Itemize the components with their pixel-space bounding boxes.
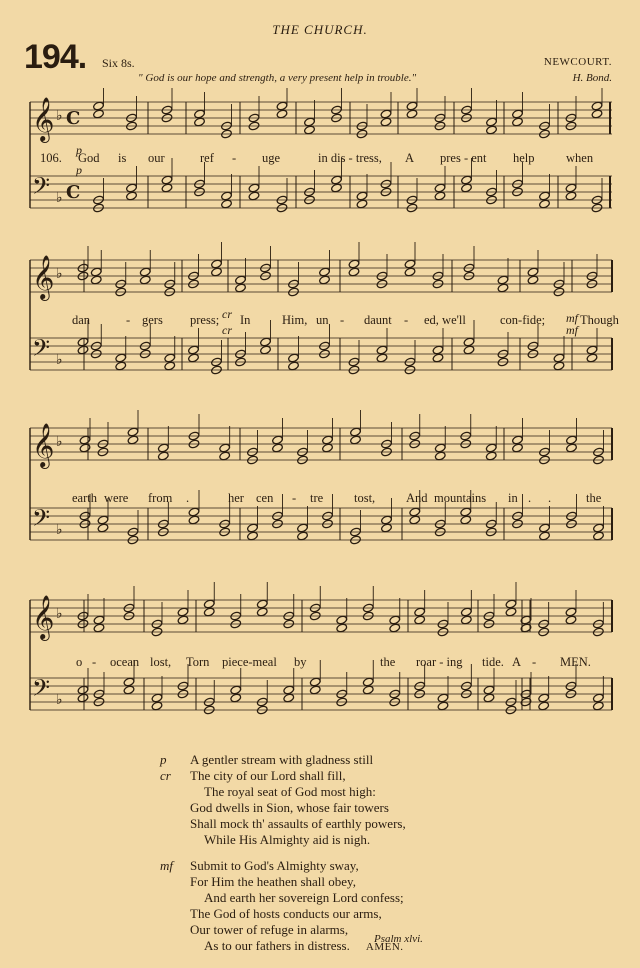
lyric-syllable: in <box>508 491 518 505</box>
note-head <box>309 685 321 695</box>
bass-clef: 𝄢 <box>32 504 51 537</box>
verse-line <box>164 906 406 922</box>
note-head <box>336 623 348 633</box>
note-head <box>586 345 598 355</box>
flat-sign: ♭ <box>56 522 63 538</box>
lyric-syllable: . <box>528 491 532 505</box>
verse-line-text: Submit to God's Almighty sway, <box>190 858 359 873</box>
note-head <box>127 427 139 437</box>
note-head <box>123 677 135 687</box>
lyric-syllable: daunt <box>364 313 392 327</box>
note-head <box>553 353 565 363</box>
note-head <box>389 623 401 633</box>
note-head <box>539 523 551 533</box>
verse-line-text: And earth her sovereign Lord confess; <box>204 890 404 905</box>
note-head <box>404 267 416 277</box>
note-head <box>592 701 604 711</box>
note-head <box>380 117 392 127</box>
common-time: C <box>66 182 81 203</box>
note-head <box>356 191 368 201</box>
note-head <box>77 337 89 347</box>
note-head <box>497 275 509 285</box>
dynamic-mark: p <box>76 163 82 177</box>
note-head <box>512 109 524 119</box>
verse-line-text: A gentler stream with gladness still <box>190 752 374 767</box>
note-head <box>539 531 551 541</box>
note-head <box>188 507 200 517</box>
note-head <box>336 615 348 625</box>
note-head <box>276 109 288 119</box>
note-head <box>505 607 517 617</box>
note-head <box>437 701 449 711</box>
lyric-syllable: ed, we'll <box>424 313 466 327</box>
lyric-syllable: gers <box>142 313 163 327</box>
note-head <box>527 267 539 277</box>
note-head <box>460 507 472 517</box>
note-head <box>235 275 247 285</box>
note-head <box>434 183 446 193</box>
note-head <box>538 701 550 711</box>
note-head <box>586 353 598 363</box>
note-head <box>288 361 300 371</box>
note-head <box>297 531 309 541</box>
verse-line <box>164 938 406 955</box>
note-head <box>203 607 215 617</box>
note-head <box>565 191 577 201</box>
lyric-syllable: uge <box>262 151 281 165</box>
common-time: C <box>66 108 81 129</box>
note-head <box>404 259 416 269</box>
note-head <box>161 183 173 193</box>
lyric-syllable: And <box>406 491 428 505</box>
note-head <box>139 267 151 277</box>
note-head <box>331 183 343 193</box>
verse-line-text: For Him the heathen shall obey, <box>190 874 356 889</box>
lyric-syllable: - <box>292 491 297 505</box>
note-head <box>97 515 109 525</box>
note-head <box>194 117 206 127</box>
lyric-syllable: Though <box>580 313 619 327</box>
note-head <box>319 275 331 285</box>
lyric-syllable: God <box>78 151 100 165</box>
note-head <box>409 515 421 525</box>
note-head <box>97 523 109 533</box>
lyric-syllable: . <box>186 491 190 505</box>
lyric-syllable: - <box>92 655 97 669</box>
note-head <box>164 361 176 371</box>
lyric-syllable: o <box>76 655 83 669</box>
note-head <box>177 615 189 625</box>
lyric-syllable: pres - ent <box>440 151 487 165</box>
note-head <box>460 615 472 625</box>
lyric-syllable: ref <box>200 151 214 165</box>
note-head <box>434 191 446 201</box>
note-head <box>79 435 91 445</box>
note-head <box>414 607 426 617</box>
dynamic-mark: cr <box>222 323 232 337</box>
note-head <box>432 353 444 363</box>
lyric-syllable: - <box>340 313 345 327</box>
note-head <box>188 345 200 355</box>
note-head <box>221 199 233 209</box>
note-head <box>304 125 316 135</box>
note-head <box>434 443 446 453</box>
lyric-syllable: A <box>512 655 522 669</box>
lyric-syllable: cen <box>256 491 274 505</box>
note-head <box>276 101 288 111</box>
note-head <box>93 623 105 633</box>
tune-name: NEWCOURT. <box>543 56 612 68</box>
note-head <box>115 361 127 371</box>
note-head <box>461 175 473 185</box>
lyric-syllable: dan <box>72 313 91 327</box>
note-head <box>260 337 272 347</box>
note-head <box>164 353 176 363</box>
note-head <box>461 183 473 193</box>
note-head <box>157 443 169 453</box>
note-head <box>553 361 565 371</box>
note-head <box>260 345 272 355</box>
note-head <box>221 191 233 201</box>
note-head <box>593 523 605 533</box>
note-head <box>512 443 524 453</box>
lyric-syllable: in dis - tress, <box>318 151 382 165</box>
note-head <box>322 435 334 445</box>
verse-line <box>160 858 406 874</box>
amen: AMEN. <box>365 941 404 953</box>
flat-sign: ♭ <box>56 606 63 622</box>
note-head <box>566 443 578 453</box>
lyric-syllable: mountains <box>434 491 487 505</box>
lyric-syllable: tost, <box>354 491 376 505</box>
note-head <box>126 191 138 201</box>
lyric-syllable: - <box>404 313 409 327</box>
note-head <box>497 283 509 293</box>
note-head <box>437 693 449 703</box>
lyric-syllable: earth <box>72 491 97 505</box>
note-head <box>157 451 169 461</box>
flat-sign: ♭ <box>56 352 63 368</box>
note-head <box>350 427 362 437</box>
music-score <box>0 88 640 748</box>
note-head <box>139 275 151 285</box>
lyric-syllable: piece-meal <box>222 655 277 669</box>
bass-clef: 𝄢 <box>32 674 51 707</box>
note-head <box>272 435 284 445</box>
dynamic-mark: mf <box>566 323 578 337</box>
note-head <box>409 507 421 517</box>
verse-line-text: Our tower of refuge in alarms, <box>190 922 349 937</box>
lyric-syllable: press; <box>190 313 220 327</box>
note-head <box>304 117 316 127</box>
note-head <box>460 607 472 617</box>
verse-line <box>164 922 406 938</box>
note-head <box>591 109 603 119</box>
note-head <box>592 693 604 703</box>
verse-text <box>160 752 406 955</box>
note-head <box>432 345 444 355</box>
dynamic-mark: mf <box>566 311 578 325</box>
note-head <box>219 443 231 453</box>
flat-sign: ♭ <box>56 434 63 450</box>
dynamic-mark: p <box>160 752 167 767</box>
lyric-syllable: - <box>126 313 131 327</box>
note-head <box>565 183 577 193</box>
note-head <box>319 267 331 277</box>
note-head <box>376 353 388 363</box>
note-head <box>485 451 497 461</box>
note-head <box>93 109 105 119</box>
verse-line-text: Shall mock th' assaults of earthly powers, <box>190 816 406 831</box>
treble-clef: 𝄞 <box>32 595 55 639</box>
attribution: Psalm xlvi. <box>374 933 423 945</box>
note-head <box>414 615 426 625</box>
note-head <box>248 191 260 201</box>
lyric-syllable: Torn <box>186 655 210 669</box>
lyric-syllable: the <box>586 491 602 505</box>
lyric-syllable: from <box>148 491 173 505</box>
note-head <box>211 267 223 277</box>
lyric-syllable: In <box>240 313 251 327</box>
lyric-syllable: con-fide; <box>500 313 546 327</box>
lyric-syllable: - <box>232 151 237 165</box>
note-head <box>539 199 551 209</box>
verse-line <box>164 874 406 890</box>
note-head <box>434 451 446 461</box>
note-head <box>565 615 577 625</box>
note-head <box>463 337 475 347</box>
note-head <box>93 101 105 111</box>
lyric-syllable: . <box>548 491 552 505</box>
note-head <box>348 267 360 277</box>
note-head <box>362 677 374 687</box>
note-head <box>406 101 418 111</box>
note-head <box>527 275 539 285</box>
lyric-syllable: is <box>118 151 127 165</box>
lyric-syllable: the <box>380 655 396 669</box>
bass-clef: 𝄢 <box>32 172 51 205</box>
verse-line <box>164 832 406 848</box>
note-head <box>256 607 268 617</box>
note-head <box>406 109 418 119</box>
epigraph: " God is our hope and strength, a very present help in trouble." <box>138 72 417 84</box>
system-2 <box>30 242 620 375</box>
lyric-syllable: our <box>148 151 165 165</box>
note-head <box>483 685 495 695</box>
note-head <box>203 599 215 609</box>
lyric-syllable: A <box>405 151 415 165</box>
note-head <box>591 101 603 111</box>
flat-sign: ♭ <box>56 266 63 282</box>
lyric-syllable: were <box>104 491 129 505</box>
note-head <box>463 345 475 355</box>
lyric-syllable: help <box>513 151 535 165</box>
note-head <box>188 353 200 363</box>
note-head <box>93 615 105 625</box>
system-3 <box>30 410 612 545</box>
meter: Six 8s. <box>102 56 135 70</box>
note-head <box>538 693 550 703</box>
lyric-syllable: tide. <box>482 655 504 669</box>
verse-line <box>164 816 406 832</box>
note-head <box>380 109 392 119</box>
bass-clef: 𝄢 <box>32 334 51 367</box>
lyric-syllable: ocean <box>110 655 140 669</box>
note-head <box>512 117 524 127</box>
note-head <box>283 693 295 703</box>
note-head <box>297 523 309 533</box>
note-head <box>512 435 524 445</box>
system-1 <box>30 88 612 213</box>
note-head <box>283 685 295 695</box>
lyric-syllable: MEN. <box>560 655 591 669</box>
note-head <box>248 183 260 193</box>
note-head <box>90 275 102 285</box>
lyric-syllable: tre <box>310 491 324 505</box>
running-head: THE CHURCH. <box>272 22 368 37</box>
lyric-syllable: Him, <box>282 313 308 327</box>
note-head <box>331 175 343 185</box>
note-head <box>565 607 577 617</box>
dynamic-mark: p <box>76 143 82 157</box>
note-head <box>486 117 498 127</box>
note-head <box>235 283 247 293</box>
note-head <box>460 515 472 525</box>
note-head <box>247 523 259 533</box>
note-head <box>77 693 89 703</box>
note-head <box>211 259 223 269</box>
note-head <box>288 353 300 363</box>
note-head <box>272 443 284 453</box>
note-head <box>348 259 360 269</box>
note-head <box>381 523 393 533</box>
note-head <box>350 435 362 445</box>
treble-clef: 𝄞 <box>32 255 55 299</box>
note-head <box>376 345 388 355</box>
verse-line <box>160 768 406 784</box>
lyric-syllable: by <box>294 655 307 669</box>
verse-line <box>164 890 406 906</box>
note-head <box>151 693 163 703</box>
verse-line-text: The city of our Lord shall fill, <box>190 768 346 783</box>
dynamic-mark: cr <box>160 768 171 783</box>
lyric-syllable: un <box>316 313 329 327</box>
note-head <box>247 531 259 541</box>
note-head <box>77 685 89 695</box>
verse-line <box>164 800 406 816</box>
treble-clef: 𝄞 <box>32 97 55 141</box>
verse-marker: 106. <box>40 151 62 165</box>
system-4 <box>30 582 612 715</box>
note-head <box>566 435 578 445</box>
note-head <box>79 443 91 453</box>
note-head <box>362 685 374 695</box>
note-head <box>485 443 497 453</box>
note-head <box>151 701 163 711</box>
note-head <box>539 191 551 201</box>
note-head <box>309 677 321 687</box>
note-head <box>77 345 89 355</box>
verse-line-text: While His Almighty aid is nigh. <box>204 832 371 847</box>
note-head <box>188 515 200 525</box>
note-head <box>126 183 138 193</box>
note-head <box>486 125 498 135</box>
note-head <box>505 599 517 609</box>
verse-line-text: As to our fathers in distress. <box>204 938 350 953</box>
verse-line <box>164 784 406 800</box>
note-head <box>389 615 401 625</box>
hymn-number: 194. <box>24 38 87 76</box>
lyric-syllable: - <box>532 655 537 669</box>
dynamic-mark: mf <box>160 858 173 873</box>
lyric-syllable: her <box>228 491 244 505</box>
verse-line-text: God dwells in Sion, whose fair towers <box>190 800 389 815</box>
note-head <box>115 353 127 363</box>
dynamic-mark: cr <box>222 307 232 321</box>
note-head <box>177 607 189 617</box>
note-head <box>127 435 139 445</box>
note-head <box>483 693 495 703</box>
composer: H. Bond. <box>572 72 612 84</box>
verse-line <box>160 752 406 768</box>
note-head <box>230 693 242 703</box>
lyric-syllable: when <box>566 151 594 165</box>
note-head <box>322 443 334 453</box>
note-head <box>381 515 393 525</box>
verse-line-text: The royal seat of God most high: <box>204 784 376 799</box>
note-head <box>219 451 231 461</box>
note-head <box>123 685 135 695</box>
flat-sign: ♭ <box>56 692 63 708</box>
lyric-syllable: lost, <box>150 655 172 669</box>
verse-line-text: The God of hosts conducts our arms, <box>190 906 382 921</box>
note-head <box>593 531 605 541</box>
note-head <box>90 267 102 277</box>
note-head <box>230 685 242 695</box>
note-head <box>194 109 206 119</box>
flat-sign: ♭ <box>56 190 63 206</box>
flat-sign: ♭ <box>56 108 63 124</box>
note-head <box>356 199 368 209</box>
note-head <box>256 599 268 609</box>
treble-clef: 𝄞 <box>32 423 55 467</box>
note-head <box>161 175 173 185</box>
lyric-syllable: roar - ing <box>416 655 463 669</box>
